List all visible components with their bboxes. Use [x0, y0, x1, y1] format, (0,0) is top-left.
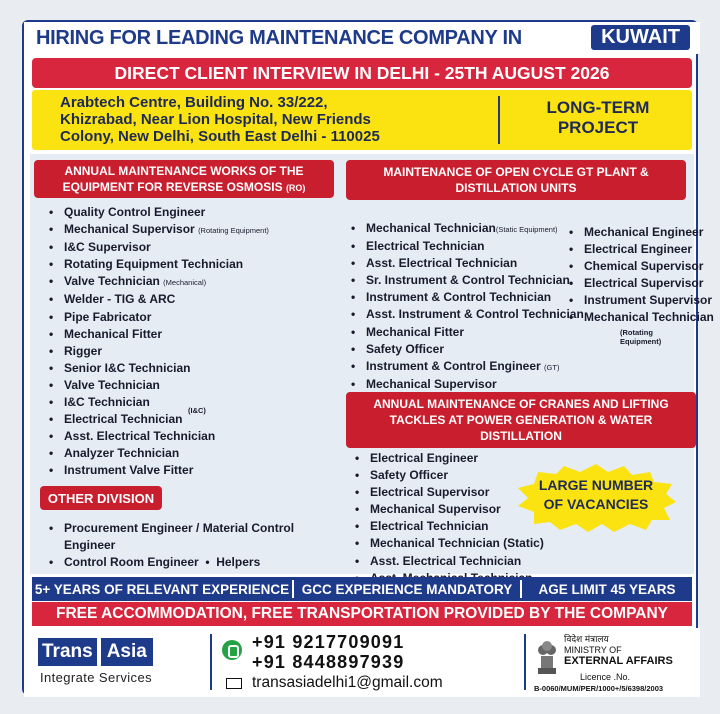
header	[24, 22, 700, 54]
list-item: • Electrical Technician	[46, 411, 336, 428]
list-item: • Analyzer Technician	[46, 445, 336, 462]
mea-hindi: विदेश मंत्रालय	[564, 634, 609, 644]
divider	[498, 96, 500, 144]
project-line: PROJECT	[557, 118, 639, 137]
ro-list	[46, 204, 336, 480]
list-item: • Quality Control Engineer	[46, 204, 336, 221]
brand-tagline: Integrate Services	[40, 670, 152, 685]
benefits-bar: FREE ACCOMMODATION, FREE TRANSPORTATION PROVIDED BY THE COMPANY	[32, 602, 692, 626]
gt-title-line: MAINTENANCE OF OPEN CYCLE GT PLANT &	[383, 165, 649, 179]
address-line: Khizrabad, Near Lion Hospital, New Friends	[60, 111, 371, 128]
header-title: HIRING FOR LEADING MAINTENANCE COMPANY IN	[36, 26, 522, 49]
list-item: • Electrical Engineer	[566, 241, 696, 258]
list-item: • Electrical Technician	[352, 518, 552, 535]
list-item: • Mechanical Supervisor	[352, 501, 552, 518]
other-division-title: OTHER DIVISION	[40, 486, 162, 510]
list-item: • Electrical Engineer	[352, 450, 552, 467]
list-item: • Electrical Supervisor	[352, 484, 552, 501]
list-item: • Mechanical Supervisor	[348, 376, 570, 393]
vacancies-line: OF VACANCIES	[543, 496, 649, 512]
address	[60, 94, 490, 145]
transasia-logo	[38, 638, 194, 666]
cranes-title-line: ANNUAL MAINTENANCE OF CRANES AND LIFTING	[373, 397, 669, 411]
project-line: LONG-TERM	[546, 98, 650, 117]
list-item: • Rotating Equipment Technician	[46, 256, 336, 273]
requirement-age: AGE LIMIT 45 YEARS	[538, 581, 676, 597]
list-item: • Senior I&C Technician	[46, 360, 336, 377]
list-item-continued: Engineer	[64, 538, 116, 553]
brand-trans: Trans	[38, 638, 97, 666]
list-item: • Procurement Engineer / Material Control	[46, 520, 346, 537]
ro-title-tag: (RO)	[285, 182, 306, 193]
email-address[interactable]: transasiadelhi1@gmail.com	[252, 674, 443, 691]
phone-1[interactable]: +91 9217709091	[252, 632, 405, 652]
vacancies-text	[514, 476, 678, 514]
other-list	[46, 520, 346, 571]
list-item: • Safety Officer	[348, 341, 570, 358]
item-note: (Rotating Equipment)	[198, 226, 269, 236]
vacancies-line: LARGE NUMBER	[538, 477, 654, 493]
brand-asia: Asia	[99, 638, 153, 666]
positions-panel	[30, 154, 714, 574]
national-emblem-icon	[534, 638, 560, 678]
licence-label: Licence .No.	[580, 672, 631, 682]
requirement-experience: 5+ YEARS OF RELEVANT EXPERIENCE	[34, 581, 290, 597]
mea-line: EXTERNAL AFFAIRS	[564, 655, 673, 667]
list-item	[348, 358, 570, 376]
address-line: Colony, New Delhi, South East Delhi - 110025	[60, 128, 380, 145]
list-item: • Mechanical Technician (Static)	[352, 535, 552, 552]
header-country: KUWAIT	[591, 25, 690, 50]
list-item: • Sr. Instrument & Control Technician	[348, 272, 570, 289]
mail-icon	[226, 678, 242, 689]
list-item: • Asst. Instrument & Control Technician	[348, 306, 570, 323]
list-item: • Valve Technician	[46, 377, 336, 394]
phone-2[interactable]: +91 8448897939	[252, 652, 405, 672]
list-item: • Safety Officer	[352, 467, 552, 484]
footer	[24, 628, 700, 697]
list-item: • Electrical Supervisor	[566, 275, 696, 292]
divider	[524, 634, 526, 690]
gt-section-title	[346, 160, 686, 200]
item-note: (GT)	[544, 362, 560, 372]
mea-line: MINISTRY OF	[564, 645, 622, 655]
item-note: (Static Equipment)	[495, 225, 558, 234]
list-item: • Electrical Technician	[348, 238, 570, 255]
item-note: (Mechanical)	[163, 278, 207, 288]
ro-section-title	[34, 160, 334, 198]
rotating-note: (Rotating Equipment)	[620, 328, 662, 346]
list-item: • Rigger	[46, 343, 336, 360]
list-item: • Mechanical Technician	[566, 309, 696, 326]
requirements-bar	[32, 577, 692, 601]
cranes-title-line: TACKLES AT POWER GENERATION & WATER	[389, 413, 653, 427]
list-item: • Asst. Electrical Technician	[46, 428, 336, 445]
list-item: • Chemical Supervisor	[566, 258, 696, 275]
item-label: Control Room Engineer	[64, 555, 199, 570]
item-label: Helpers	[216, 555, 261, 570]
ro-title-line: EQUIPMENT FOR REVERSE OSMOSIS	[62, 179, 283, 194]
list-item: • Asst. Electrical Technician	[348, 255, 570, 272]
mea-block	[564, 634, 673, 667]
interview-banner: DIRECT CLIENT INTERVIEW IN DELHI - 25TH AUGUST 2026	[32, 58, 692, 88]
list-item: • I&C Supervisor	[46, 239, 336, 256]
gt-title-line: DISTILLATION UNITS	[455, 181, 577, 195]
ro-title-line: ANNUAL MAINTENANCE WORKS OF THE	[64, 163, 304, 178]
project-type	[510, 98, 686, 138]
address-line: Arabtech Centre, Building No. 33/222,	[60, 94, 328, 111]
list-item: • Mechanical Fitter	[46, 326, 336, 343]
item-label: Mechanical Technician	[366, 221, 496, 235]
list-item: • Instrument & Control Technician	[348, 289, 570, 306]
list-item: • Instrument Supervisor	[566, 292, 696, 309]
requirement-gcc: GCC EXPERIENCE MANDATORY	[301, 581, 513, 597]
list-item: • Mechanical Engineer	[566, 224, 696, 241]
list-item: • Instrument Valve Fitter	[46, 462, 336, 479]
cranes-title-line: DISTILLATION	[480, 429, 562, 443]
list-item	[46, 221, 336, 239]
list-item: • Welder - TIG & ARC	[46, 291, 336, 308]
list-item	[348, 220, 570, 238]
divider	[210, 634, 212, 690]
item-label: Mechanical Supervisor	[64, 222, 195, 237]
ic-note: (I&C)	[188, 406, 206, 415]
item-label: Valve Technician	[64, 274, 160, 289]
gt-list-1	[348, 220, 584, 393]
whatsapp-icon	[222, 640, 242, 660]
list-item: • Pipe Fabricator	[46, 309, 336, 326]
list-item: • Asst. Electrical Technician	[352, 553, 552, 570]
list-item: • Control Room Engineer • Helpers	[46, 554, 346, 571]
gt-list-2	[566, 224, 714, 327]
job-poster	[22, 20, 714, 695]
address-band	[32, 90, 692, 150]
list-item: • Mechanical Fitter	[348, 324, 570, 341]
licence-number: B-0060/MUM/PER/1000+/5/6398/2003	[534, 684, 664, 693]
list-item	[46, 273, 336, 291]
list-item: • I&C Technician	[46, 394, 336, 411]
vacancies-burst	[514, 462, 678, 534]
cranes-section-title	[346, 392, 696, 448]
item-label: Instrument & Control Engineer	[366, 358, 541, 373]
